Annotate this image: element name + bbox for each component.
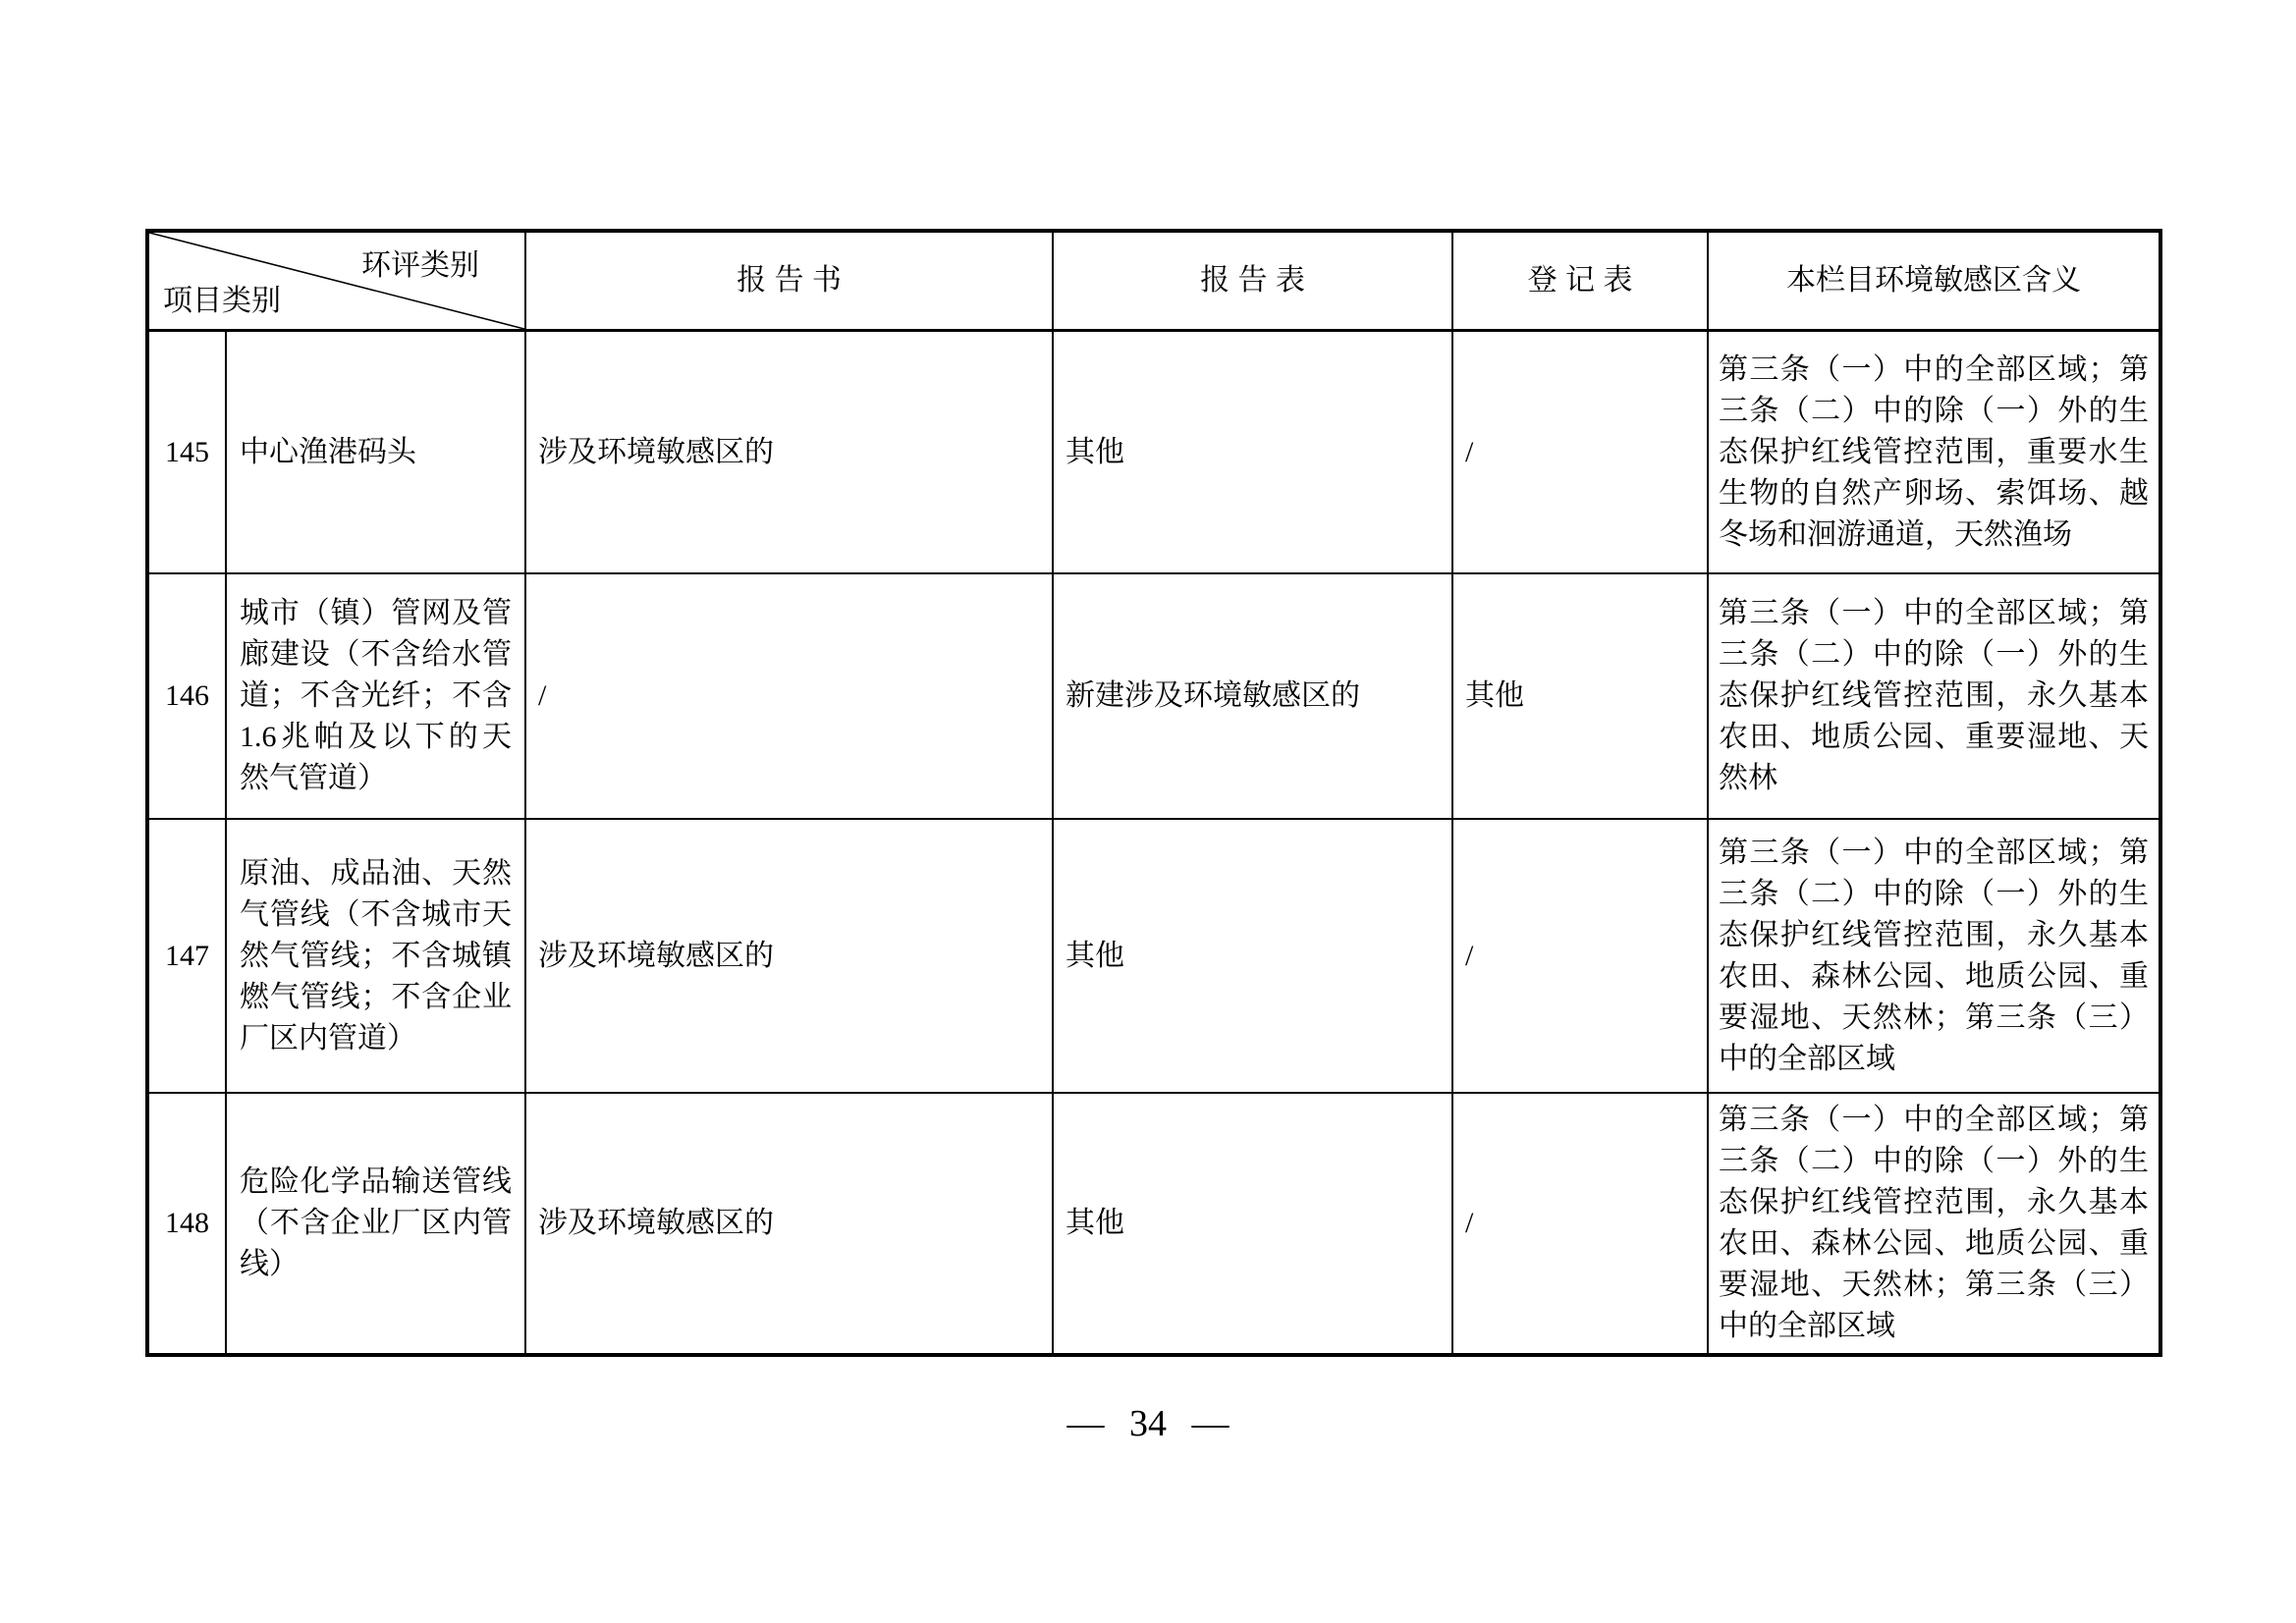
registration-form-cell: / — [1452, 1093, 1708, 1355]
sensitive-area-meaning-cell: 第三条（一）中的全部区域；第三条（二）中的除（一）外的生态保护红线管控范围，永久基本农田、森林公园、地质公园、重要湿地、天然林；第三条（三）中的全部区域 — [1708, 819, 2160, 1093]
header-registration-form: 登 记 表 — [1452, 231, 1708, 331]
table-row — [147, 819, 2160, 1093]
sensitive-area-meaning-cell: 第三条（一）中的全部区域；第三条（二）中的除（一）外的生态保护红线管控范围，永久基本农田、地质公园、重要湿地、天然林 — [1708, 573, 2160, 819]
row-number-cell: 148 — [147, 1093, 226, 1355]
table-header-row — [147, 231, 2160, 331]
sensitive-area-meaning-cell: 第三条（一）中的全部区域；第三条（二）中的除（一）外的生态保护红线管控范围，重要水生生物的自然产卵场、索饵场、越冬场和洄游通道，天然渔场 — [1708, 331, 2160, 574]
table-row — [147, 331, 2160, 574]
table-row — [147, 1093, 2160, 1355]
row-number-cell: 147 — [147, 819, 226, 1093]
page-number: — 34 — — [1066, 1403, 1230, 1444]
report-book-cell: 涉及环境敏感区的 — [525, 819, 1053, 1093]
project-category-cell: 危险化学品输送管线（不含企业厂区内管线） — [226, 1093, 525, 1355]
row-number-cell: 145 — [147, 331, 226, 574]
sensitive-area-meaning-cell: 第三条（一）中的全部区域；第三条（二）中的除（一）外的生态保护红线管控范围，永久基本农田、森林公园、地质公园、重要湿地、天然林；第三条（三）中的全部区域 — [1708, 1093, 2160, 1355]
header-eia-category-label: 环评类别 — [361, 249, 479, 282]
report-book-cell: / — [525, 573, 1053, 819]
report-form-cell: 其他 — [1053, 331, 1452, 574]
project-category-cell: 原油、成品油、天然气管线（不含城市天然气管线；不含城镇燃气管线；不含企业厂区内管道） — [226, 819, 525, 1093]
report-form-cell: 新建涉及环境敏感区的 — [1053, 573, 1452, 819]
diagonal-header-cell — [147, 231, 525, 331]
report-book-cell: 涉及环境敏感区的 — [525, 1093, 1053, 1355]
header-sensitive-area-meaning: 本栏目环境敏感区含义 — [1708, 231, 2160, 331]
eia-category-table — [145, 229, 2162, 1357]
registration-form-cell: / — [1452, 819, 1708, 1093]
row-number-cell: 146 — [147, 573, 226, 819]
report-book-cell: 涉及环境敏感区的 — [525, 331, 1053, 574]
report-form-cell: 其他 — [1053, 819, 1452, 1093]
registration-form-cell: 其他 — [1452, 573, 1708, 819]
header-report-form: 报 告 表 — [1053, 231, 1452, 331]
project-category-cell: 城市（镇）管网及管廊建设（不含给水管道；不含光纤；不含1.6兆帕及以下的天然气管道） — [226, 573, 525, 819]
report-form-cell: 其他 — [1053, 1093, 1452, 1355]
header-project-category-label: 项目类别 — [163, 285, 281, 317]
project-category-cell: 中心渔港码头 — [226, 331, 525, 574]
table-row — [147, 573, 2160, 819]
header-report-book: 报 告 书 — [525, 231, 1053, 331]
registration-form-cell: / — [1452, 331, 1708, 574]
